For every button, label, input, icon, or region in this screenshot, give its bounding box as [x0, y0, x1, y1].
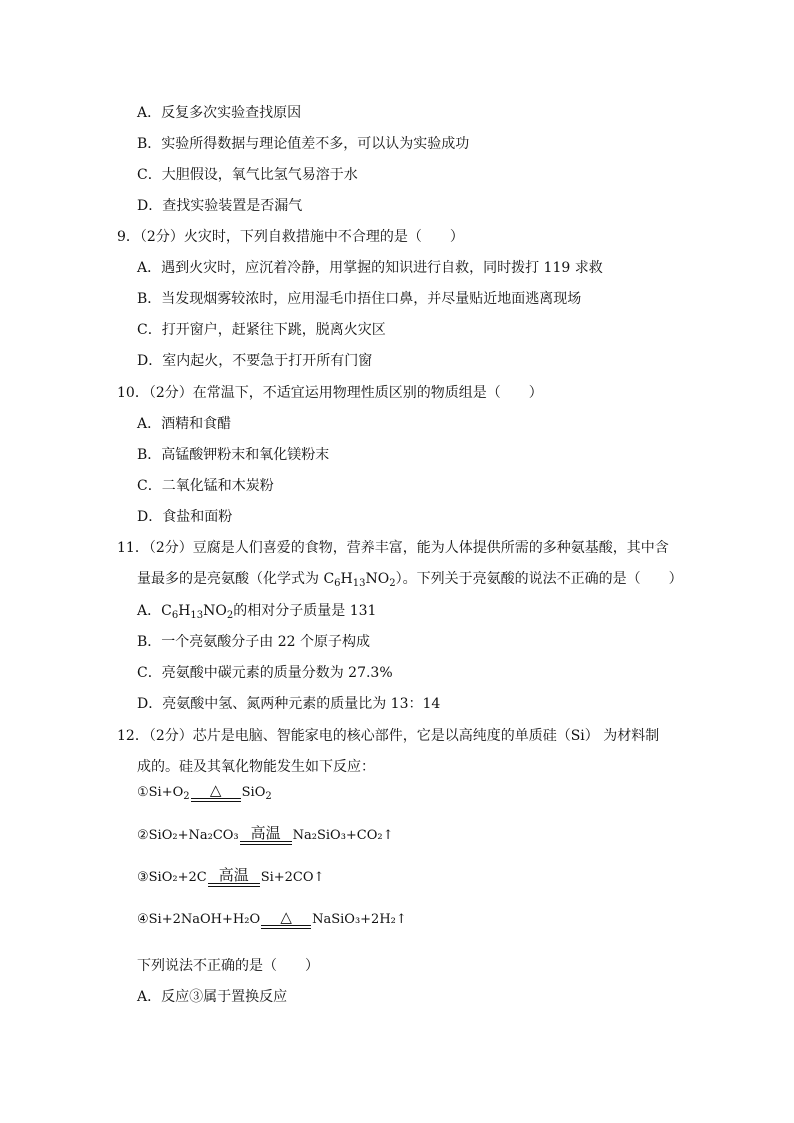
q12-question: 下列说法不正确的是（ ） [137, 958, 319, 974]
equation-4 [137, 909, 407, 939]
q11-stem-line2-post: ）。下列关于亮氨酸的说法不正确的是（ ） [395, 571, 683, 587]
q12-stem-line1: 12．（2分）芯片是电脑、智能家电的核心部件，它是以高纯度的单质硅（Si） 为材料制 [117, 728, 660, 744]
q11-stem-line2-pre: 量最多的是亮氨酸（化学式为 C [137, 571, 335, 587]
q12-option-a: A．反应③属于置换反应 [137, 989, 288, 1005]
heat-triangle-icon: △ [280, 908, 292, 926]
q8-option-b: B．实验所得数据与理论值差不多，可以认为实验成功 [137, 136, 470, 152]
q10-option-a: A．酒精和食醋 [137, 416, 232, 432]
eq3-right: Si+2CO↑ [260, 870, 325, 885]
eq4-left: ④Si+2NaOH+H₂O [137, 912, 261, 927]
q9-option-b: B．当发现烟雾较浓时，应用湿毛巾捂住口鼻，并尽量贴近地面逃离现场 [137, 291, 582, 307]
eq2-left: ②SiO₂+Na₂CO₃ [137, 828, 239, 843]
q8-option-d: D．查找实验装置是否漏气 [137, 198, 303, 214]
eq1-condition [191, 782, 241, 802]
q11-option-b: B．一个亮氨酸分子由 22 个原子构成 [137, 634, 371, 650]
q11-option-c: C．亮氨酸中碳元素的质量分数为 27.3% [137, 665, 393, 681]
eq2-condition [240, 825, 292, 845]
q9-option-a: A．遇到火灾时，应沉着冷静，用掌握的知识进行自救，同时拨打 119 求救 [137, 260, 603, 276]
eq1-left: ①Si+O [137, 785, 184, 800]
q11-option-a-post: 的相对分子质量是 131 [233, 603, 377, 619]
q11-option-a: A．$C_6H_{13}NO_2$的相对分子质量是 131 [137, 603, 377, 621]
eq2-high-temp: 高温 [250, 824, 281, 842]
equation-2 [137, 825, 394, 855]
eq3-condition [208, 867, 260, 887]
eq3-high-temp: 高温 [218, 866, 249, 884]
q9-stem: 9．（2分）火灾时，下列自救措施中不合理的是（ ） [117, 229, 464, 245]
q9-option-d: D．室内起火，不要急于打开所有门窗 [137, 353, 373, 369]
eq4-condition [261, 909, 311, 929]
eq3-left: ③SiO₂+2C [137, 870, 207, 885]
eq1-right: SiO [241, 785, 266, 800]
q8-option-c: C．大胆假设，氧气比氢气易溶于水 [137, 167, 358, 183]
equation-3 [137, 867, 324, 897]
q11-stem-line1: 11．（2分）豆腐是人们喜爱的食物，营养丰富，能为人体提供所需的多种氨基酸，其中含 [117, 540, 669, 556]
q11-option-d: D．亮氨酸中氢、氮两种元素的质量比为 13：14 [137, 696, 441, 712]
q8-option-a: A．反复多次实验查找原因 [137, 105, 302, 121]
eq2-right: Na₂SiO₃+CO₂↑ [292, 828, 394, 843]
q10-option-d: D．食盐和面粉 [137, 509, 233, 525]
equation-1: $①Si+O_2$ △ SiO$_2$ [137, 781, 272, 802]
q9-option-c: C．打开窗户，赶紧往下跳，脱离火灾区 [137, 322, 386, 338]
q11-option-a-pre: A．C [137, 603, 172, 619]
q10-option-b: B．高锰酸钾粉末和氧化镁粉末 [137, 447, 330, 463]
heat-triangle-icon: △ [209, 781, 222, 799]
q10-stem: 10．（2分）在常温下，不适宜运用物理性质区别的物质组是（ ） [117, 385, 543, 401]
eq4-right: NaSiO₃+2H₂↑ [312, 912, 407, 927]
q12-stem-line2: 成的。硅及其氧化物能发生如下反应： [137, 759, 375, 775]
q10-option-c: C．二氧化锰和木炭粉 [137, 478, 274, 494]
q11-stem-line2: 量最多的是亮氨酸（化学式为 $C_6H_{13}NO_2$）。下列关于亮氨酸的说法不正确的是（ ） [137, 571, 683, 589]
